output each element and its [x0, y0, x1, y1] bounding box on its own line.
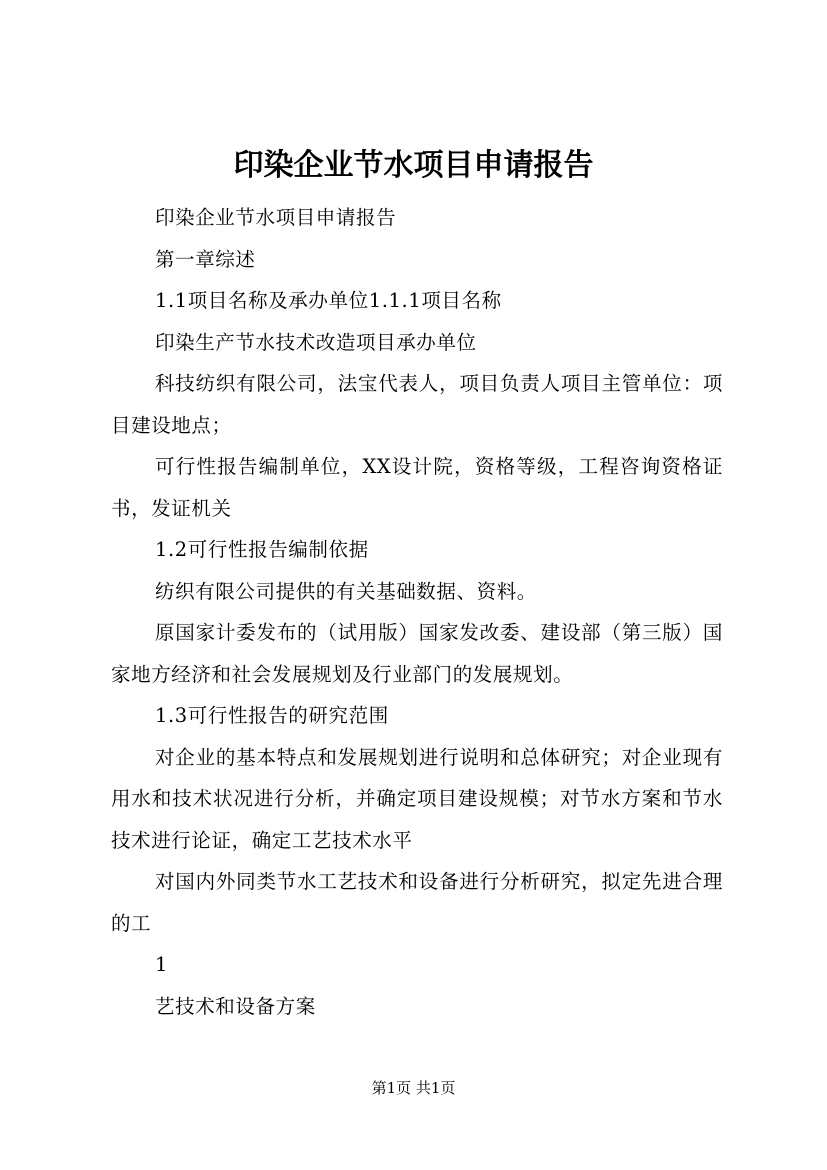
document-title: 印染企业节水项目申请报告 — [233, 148, 594, 183]
paragraph-analysis: 对国内外同类节水工艺技术和设备进行分析研究，拟定先进合理的工 — [111, 870, 723, 935]
paragraph-chapter-heading: 第一章综述 — [155, 247, 256, 271]
paragraph-research-scope: 对企业的基本特点和发展规划进行说明和总体研究；对企业现有用水和技术状况进行分析，并确定项目建设规模；对节水方案和节水技术进行论证，确定工艺技术水平 — [111, 745, 723, 852]
paragraph-report-compiler: 可行性报告编制单位，XX设计院，资格等级，工程咨询资格证书，发证机关 — [111, 455, 723, 520]
paragraph-section-1-1: 1.1项目名称及承办单位1.1.1项目名称 — [155, 289, 502, 312]
page-footer: 第1页 共1页 — [371, 1079, 456, 1097]
paragraph-basis-data: 纺织有限公司提供的有关基础数据、资料。 — [155, 579, 537, 603]
paragraph-project-name: 印染生产节水技术改造项目承办单位 — [155, 330, 477, 354]
paragraph-equipment-plan: 艺技术和设备方案 — [155, 994, 316, 1018]
paragraph-repeat-title: 印染企业节水项目申请报告 — [155, 206, 397, 229]
document-body — [111, 197, 723, 1027]
paragraph-basis-plans: 原国家计委发布的（试用版）国家发改委、建设部（第三版）国家地方经济和社会发展规划及行业部门的发展规划。 — [111, 621, 723, 686]
paragraph-section-1-2: 1.2可行性报告编制依据 — [155, 538, 369, 561]
paragraph-section-1-3: 1.3可行性报告的研究范围 — [155, 704, 389, 727]
paragraph-stray-number: 1 — [155, 953, 169, 976]
paragraph-undertaking-unit: 科技纺织有限公司，法宝代表人，项目负责人项目主管单位：项目建设地点； — [111, 372, 723, 437]
